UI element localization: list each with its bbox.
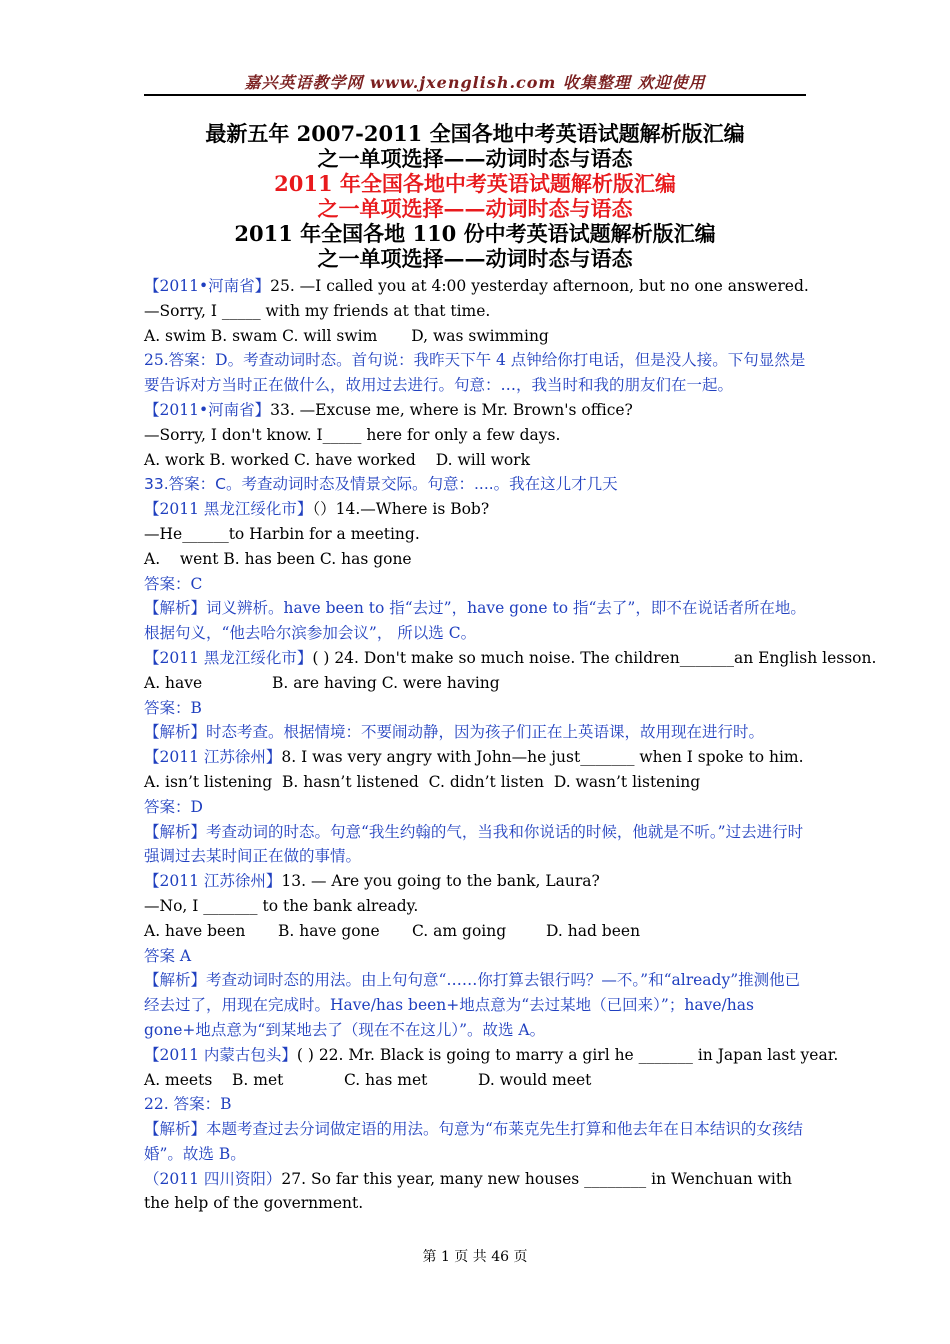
question-item: [144, 646, 877, 745]
question-options: A. isn’t listening B. hasn’t listened C. didn’t listen D. wasn’t listening: [144, 772, 701, 791]
question-item: [144, 1167, 806, 1217]
question-option-c: C. am going: [412, 921, 507, 940]
question-list: [144, 274, 877, 1216]
question-options: A. swim B. swam C. will swim: [144, 326, 378, 345]
question-option-b: B. have gone: [278, 921, 380, 940]
question-item: [144, 497, 806, 646]
question-line: —Sorry, I don't know. I_____ here for only a few days.: [144, 425, 561, 444]
answer-text: 22. 答案：B: [144, 1095, 232, 1114]
question-source-tag: 【2011 黑龙江绥化市】: [144, 500, 313, 519]
question-stem: 25. —I called you at 4:00 yesterday afternoon, but no one answered.: [270, 277, 809, 295]
question-line: —Sorry, I _____ with my friends at that time.: [144, 301, 491, 320]
question-source-tag: 【2011 内蒙古包头】: [144, 1045, 297, 1064]
title-block: [144, 121, 806, 271]
question-item: [144, 274, 809, 398]
question-item: [144, 1043, 839, 1167]
question-options: A. went B. has been C. has gone: [144, 549, 412, 568]
title-line-4: 之一单项选择——动词时态与语态: [317, 196, 633, 221]
question-item: [144, 745, 806, 869]
question-source-tag: （2011 四川资阳）: [144, 1169, 282, 1188]
analysis-text: 【解析】词义辨析。have been to 指“去过”，have gone to 指“去了”，即不在说话者所在地。根据句义，“他去哈尔滨参加会议”， 所以选 C。: [144, 599, 806, 643]
title-line-2: 之一单项选择——动词时态与语态: [317, 146, 633, 171]
header-divider: [144, 94, 806, 96]
question-option-d: D. would meet: [478, 1070, 592, 1089]
question-item: [144, 398, 806, 497]
question-option-a: A. meets: [144, 1070, 213, 1089]
question-line: —No, I _______ to the bank already.: [144, 896, 419, 915]
question-item: [144, 869, 806, 1043]
title-line-5: 2011 年全国各地 110 份中考英语试题解析版汇编: [234, 221, 716, 246]
question-stem: （）14.—Where is Bob?: [312, 500, 490, 519]
question-option-d: D, was swimming: [411, 326, 549, 345]
question-option-d: D. had been: [546, 921, 641, 940]
answer-text: 答案：D: [144, 797, 203, 816]
site-header: 嘉兴英语教学网 www.jxenglish.com 收集整理 欢迎使用: [244, 73, 706, 92]
question-option-a: A. have: [144, 673, 203, 692]
question-option-c: C. has met: [344, 1070, 428, 1089]
question-stem: 33. —Excuse me, where is Mr. Brown's office?: [270, 400, 633, 419]
question-source-tag: 【2011 江苏徐州】: [144, 872, 282, 891]
question-stem: ( ) 24. Don't make so much noise. The children_______an English lesson.: [312, 648, 877, 667]
answer-text: 33.答案：C。考查动词时态及情景交际。句意：....。我在这儿才几天: [144, 475, 618, 494]
analysis-text: 【解析】本题考查过去分词做定语的用法。句意为“布莱克先生打算和他去年在日本结识的女孩结婚”。故选 B。: [144, 1120, 803, 1163]
question-source-tag: 【2011•河南省】: [144, 400, 271, 419]
title-line-1: 最新五年 2007-2011 全国各地中考英语试题解析版汇编: [205, 121, 745, 146]
question-stem: ( ) 22. Mr. Black is going to marry a girl he _______ in Japan last year.: [296, 1045, 839, 1064]
title-line-3: 2011 年全国各地中考英语试题解析版汇编: [274, 171, 676, 196]
question-source-tag: 【2011 江苏徐州】: [144, 748, 282, 767]
title-line-6: 之一单项选择——动词时态与语态: [317, 246, 633, 271]
question-source-tag: 【2011 黑龙江绥化市】: [144, 648, 313, 667]
answer-text: 答案：C: [144, 574, 203, 593]
question-stem: 27. So far this year, many new houses ________ in Wenchuan with the help of the government.: [144, 1169, 793, 1213]
question-options: B. are having C. were having: [272, 673, 500, 692]
analysis-text: 【解析】时态考查。根据情境：不要闹动静，因为孩子们正在上英语课，故用现在进行时。: [144, 723, 765, 742]
question-source-tag: 【2011•河南省】: [144, 277, 271, 295]
answer-text: 25.答案：D。考查动词时态。首句说：我昨天下午 4 点钟给你打电话，但是没人接。下句显然是要告诉对方当时正在做什么，故用过去进行。句意：…，我当时和我的朋友们在一起。: [144, 351, 806, 395]
analysis-text: 【解析】考查动词的时态。句意“我生约翰的气，当我和你说话的时候，他就是不听。”过去进行时强调过去某时间正在做的事情。: [144, 822, 804, 866]
analysis-text: 【解析】考查动词时态的用法。由上句句意“……你打算去银行吗？—不。”和“already”推测他已经去过了，用现在完成时。Have/has been+地点意为“去过某地（已回来）”；have/has gone+地点意为“到某地去了（现在不在这儿）”。故选 A。: [144, 971, 801, 1039]
question-option-a: A. have been: [144, 921, 246, 940]
question-line: —He______to Harbin for a meeting.: [144, 524, 420, 543]
question-option-b: B. met: [232, 1070, 284, 1089]
answer-text: 答案 A: [144, 946, 192, 965]
question-option-d: D. will work: [435, 450, 530, 469]
question-options: A. work B. worked C. have worked: [144, 450, 416, 469]
question-stem: 8. I was very angry with John—he just_______ when I spoke to him.: [281, 748, 804, 767]
answer-text: 答案：B: [144, 698, 202, 717]
question-stem: 13. — Are you going to the bank, Laura?: [281, 872, 600, 891]
page-footer: 第 1 页 共 46 页: [422, 1249, 528, 1265]
